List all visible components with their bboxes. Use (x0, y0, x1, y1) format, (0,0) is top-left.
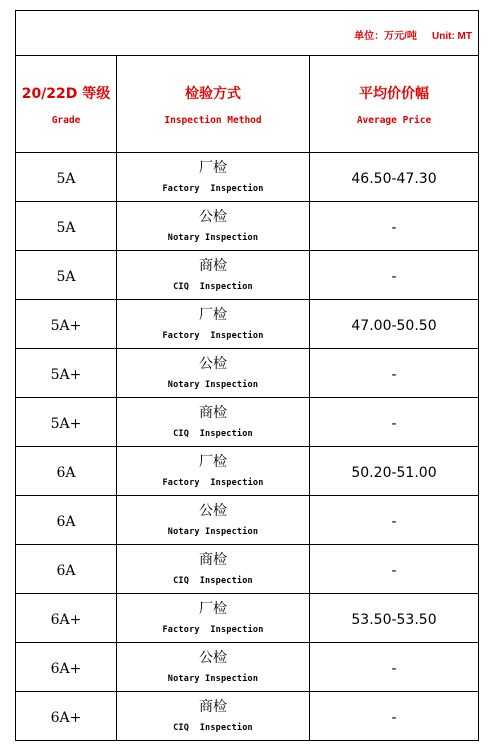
table-row (16, 496, 479, 545)
grade-cell (16, 496, 117, 545)
header-grade-cn: 20/22D 等级 (21, 85, 111, 102)
table-row (16, 643, 479, 692)
grade-value: 6A+ (50, 709, 82, 726)
price-value: - (391, 366, 397, 383)
grade-cell (16, 398, 117, 447)
table-row (16, 447, 479, 496)
method-cn: 商检 (199, 552, 227, 568)
price-value: - (391, 415, 397, 432)
header-price (310, 56, 479, 153)
method-cn: 公检 (199, 209, 227, 225)
unit-label-cn: 单位：万元/吨 (354, 30, 417, 42)
price-cell (310, 349, 479, 398)
price-value: 46.50-47.30 (351, 170, 437, 187)
grade-cell (16, 692, 117, 741)
price-value: - (391, 709, 397, 726)
grade-cell (16, 594, 117, 643)
grade-cell (16, 153, 117, 202)
method-en: CIQ Inspection (173, 282, 253, 292)
grade-value: 5A (56, 268, 76, 285)
header-price-en: Average Price (356, 114, 432, 126)
method-en: Notary Inspection (167, 380, 259, 390)
table-row (16, 300, 479, 349)
grade-value: 5A+ (50, 317, 82, 334)
grade-value: 6A (56, 513, 76, 530)
unit-row (16, 11, 479, 56)
method-cn: 公检 (199, 356, 227, 372)
method-cell (117, 398, 310, 447)
table-row (16, 545, 479, 594)
table-row (16, 398, 479, 447)
method-cn: 厂检 (199, 160, 227, 176)
method-en: Factory Inspection (162, 625, 264, 635)
header-method-en: Inspection Method (164, 114, 262, 126)
price-value: - (391, 562, 397, 579)
table-row (16, 692, 479, 741)
price-cell (310, 153, 479, 202)
price-value: 53.50-53.50 (351, 611, 437, 628)
price-cell (310, 251, 479, 300)
price-cell (310, 496, 479, 545)
header-grade (16, 56, 117, 153)
price-cell (310, 545, 479, 594)
method-en: Factory Inspection (162, 331, 264, 341)
method-cn: 厂检 (199, 454, 227, 470)
method-en: CIQ Inspection (173, 723, 253, 733)
grade-cell (16, 202, 117, 251)
method-en: Notary Inspection (167, 527, 259, 537)
header-method (117, 56, 310, 153)
price-value: - (391, 660, 397, 677)
price-value: 50.20-51.00 (351, 464, 437, 481)
grade-cell (16, 300, 117, 349)
price-value: - (391, 219, 397, 236)
header-grade-en: Grade (51, 114, 81, 126)
method-cn: 公检 (199, 503, 227, 519)
grade-value: 6A+ (50, 611, 82, 628)
method-cn: 公检 (199, 650, 227, 666)
grade-value: 5A+ (50, 415, 82, 432)
price-cell (310, 692, 479, 741)
method-cn: 商检 (199, 258, 227, 274)
table-row (16, 349, 479, 398)
price-table (15, 10, 479, 741)
method-cn: 商检 (199, 405, 227, 421)
price-cell (310, 447, 479, 496)
method-cell (117, 447, 310, 496)
grade-value: 5A (56, 219, 76, 236)
table-row (16, 251, 479, 300)
unit-label-en: Unit: MT (432, 30, 472, 42)
grade-cell (16, 447, 117, 496)
price-cell (310, 594, 479, 643)
method-cell (117, 545, 310, 594)
grade-value: 5A (56, 170, 76, 187)
price-cell (310, 398, 479, 447)
price-value: - (391, 268, 397, 285)
method-cn: 厂检 (199, 601, 227, 617)
grade-value: 6A (56, 562, 76, 579)
price-cell (310, 300, 479, 349)
header-price-cn: 平均价价幅 (359, 85, 429, 102)
price-cell (310, 202, 479, 251)
method-cell (117, 153, 310, 202)
grade-cell (16, 545, 117, 594)
method-cn: 商检 (199, 699, 227, 715)
grade-value: 6A+ (50, 660, 82, 677)
table-row (16, 594, 479, 643)
price-cell (310, 643, 479, 692)
table-row (16, 153, 479, 202)
method-en: CIQ Inspection (173, 429, 253, 439)
method-cell (117, 202, 310, 251)
header-row (16, 56, 479, 153)
method-cell (117, 643, 310, 692)
method-cn: 厂检 (199, 307, 227, 323)
price-value: 47.00-50.50 (351, 317, 437, 334)
method-cell (117, 300, 310, 349)
price-value: - (391, 513, 397, 530)
method-en: Notary Inspection (167, 233, 259, 243)
method-en: Factory Inspection (162, 478, 264, 488)
grade-cell (16, 251, 117, 300)
method-cell (117, 692, 310, 741)
method-en: CIQ Inspection (173, 576, 253, 586)
grade-cell (16, 349, 117, 398)
grade-value: 6A (56, 464, 76, 481)
method-cell (117, 496, 310, 545)
method-cell (117, 349, 310, 398)
grade-value: 5A+ (50, 366, 82, 383)
method-en: Factory Inspection (162, 184, 264, 194)
header-method-cn: 检验方式 (185, 85, 241, 102)
method-cell (117, 251, 310, 300)
table-row (16, 202, 479, 251)
method-en: Notary Inspection (167, 674, 259, 684)
unit-cell (16, 11, 479, 56)
grade-cell (16, 643, 117, 692)
method-cell (117, 594, 310, 643)
